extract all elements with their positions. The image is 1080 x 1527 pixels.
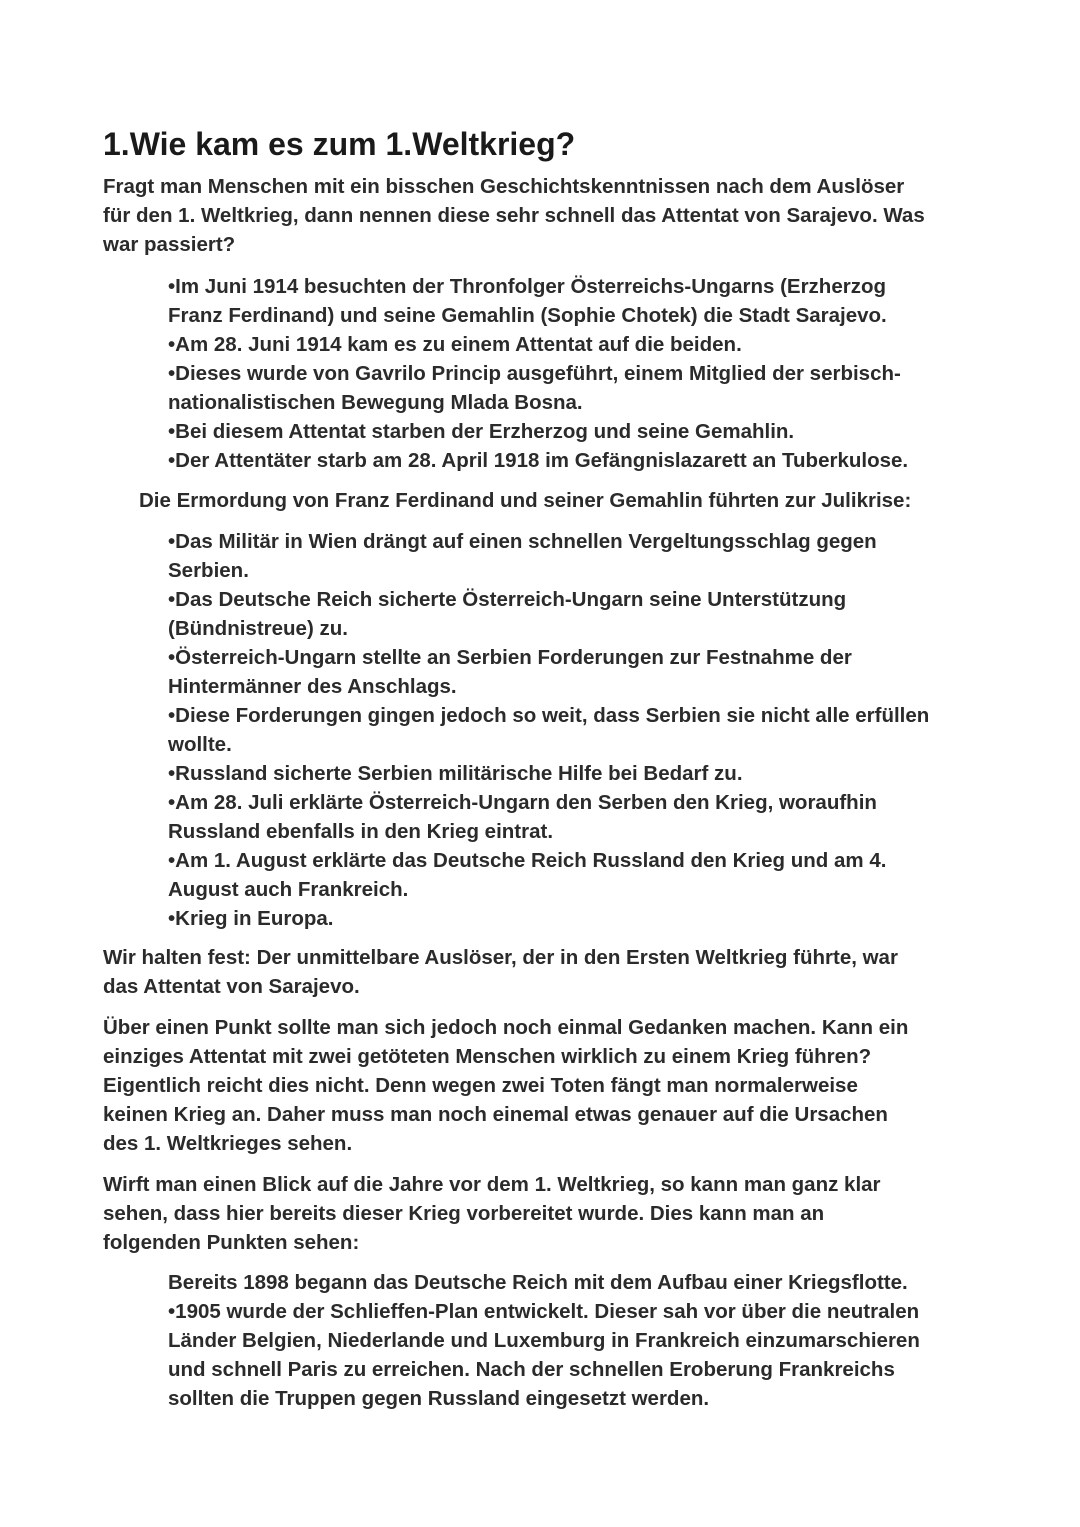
list-item: (Bündnistreue) zu. [168,617,348,640]
text-line: Eigentlich reicht dies nicht. Denn wegen zwei Toten fängt man normalerweise [103,1074,858,1097]
attentat-list [168,272,983,475]
text-line: das Attentat von Sarajevo. [103,975,360,998]
list-item: •Im Juni 1914 besuchten der Thronfolger Österreichs-Ungarns (Erzherzog [168,275,887,298]
list-item: •Der Attentäter starb am 28. April 1918 im Gefängnislazarett an Tuberkulose. [168,449,909,472]
list-item: •Bei diesem Attentat starben der Erzherzog und seine Gemahlin. [168,420,795,443]
list-item: sollten die Truppen gegen Russland eingesetzt werden. [168,1387,710,1410]
text-line: Über einen Punkt sollte man sich jedoch noch einmal Gedanken machen. Kann ein [103,1016,909,1039]
text-line: einziges Attentat mit zwei getöteten Menschen wirklich zu einem Krieg führen? [103,1045,872,1068]
list-item: •1905 wurde der Schlieffen-Plan entwickelt. Dieser sah vor über die neutralen [168,1300,920,1323]
fazit-paragraph [103,943,983,1001]
punkte-list [168,1268,983,1413]
list-item: Russland ebenfalls in den Krieg eintrat. [168,820,554,843]
list-item: •Österreich-Ungarn stellte an Serbien Forderungen zur Festnahme der [168,646,852,669]
list-item: Länder Belgien, Niederlande und Luxemburg in Frankreich einzumarschieren [168,1329,920,1352]
vorjahre-paragraph [103,1170,983,1257]
list-item: Hintermänner des Anschlags. [168,675,457,698]
list-item: nationalistischen Bewegung Mlada Bosna. [168,391,583,414]
list-item: •Am 28. Juni 1914 kam es zu einem Attentat auf die beiden. [168,333,742,356]
list-item: Serbien. [168,559,249,582]
list-item: Franz Ferdinand) und seine Gemahlin (Sophie Chotek) die Stadt Sarajevo. [168,304,887,327]
intro-paragraph [103,172,983,259]
list-item: •Das Deutsche Reich sicherte Österreich-Ungarn seine Unterstützung [168,588,847,611]
list-item: Bereits 1898 begann das Deutsche Reich mit dem Aufbau einer Kriegsflotte. [168,1271,908,1294]
list-item: •Diese Forderungen gingen jedoch so weit, dass Serbien sie nicht alle erfüllen [168,704,930,727]
list-item: August auch Frankreich. [168,878,409,901]
list-item: wollte. [168,733,232,756]
list-item: •Das Militär in Wien drängt auf einen schnellen Vergeltungsschlag gegen [168,530,877,553]
text-line: sehen, dass hier bereits dieser Krieg vorbereitet wurde. Dies kann man an [103,1202,825,1225]
text-line: Die Ermordung von Franz Ferdinand und seiner Gemahlin führten zur Julikrise: [139,489,912,512]
list-item: •Krieg in Europa. [168,907,334,930]
text-line: für den 1. Weltkrieg, dann nennen diese sehr schnell das Attentat von Sarajevo. Was [103,204,925,227]
text-line: Fragt man Menschen mit ein bisschen Geschichtskenntnissen nach dem Auslöser [103,175,905,198]
page-title: 1.Wie kam es zum 1.Weltkrieg? [103,126,576,162]
list-item: und schnell Paris zu erreichen. Nach der schnellen Eroberung Frankreichs [168,1358,895,1381]
list-item: •Am 28. Juli erklärte Österreich-Ungarn den Serben den Krieg, woraufhin [168,791,877,814]
text-line: keinen Krieg an. Daher muss man noch einemal etwas genauer auf die Ursachen [103,1103,888,1126]
text-line: war passiert? [103,233,236,256]
julikrise-intro [139,486,983,515]
text-line: des 1. Weltkrieges sehen. [103,1132,353,1155]
list-item: •Dieses wurde von Gavrilo Princip ausgeführt, einem Mitglied der serbisch- [168,362,901,385]
text-line: folgenden Punkten sehen: [103,1231,360,1254]
list-item: •Russland sicherte Serbien militärische Hilfe bei Bedarf zu. [168,762,743,785]
list-item: •Am 1. August erklärte das Deutsche Reich Russland den Krieg und am 4. [168,849,887,872]
julikrise-list [168,527,983,933]
text-line: Wirft man einen Blick auf die Jahre vor dem 1. Weltkrieg, so kann man ganz klar [103,1173,881,1196]
text-line: Wir halten fest: Der unmittelbare Auslöser, der in den Ersten Weltkrieg führte, war [103,946,898,969]
gedanken-paragraph [103,1013,983,1158]
